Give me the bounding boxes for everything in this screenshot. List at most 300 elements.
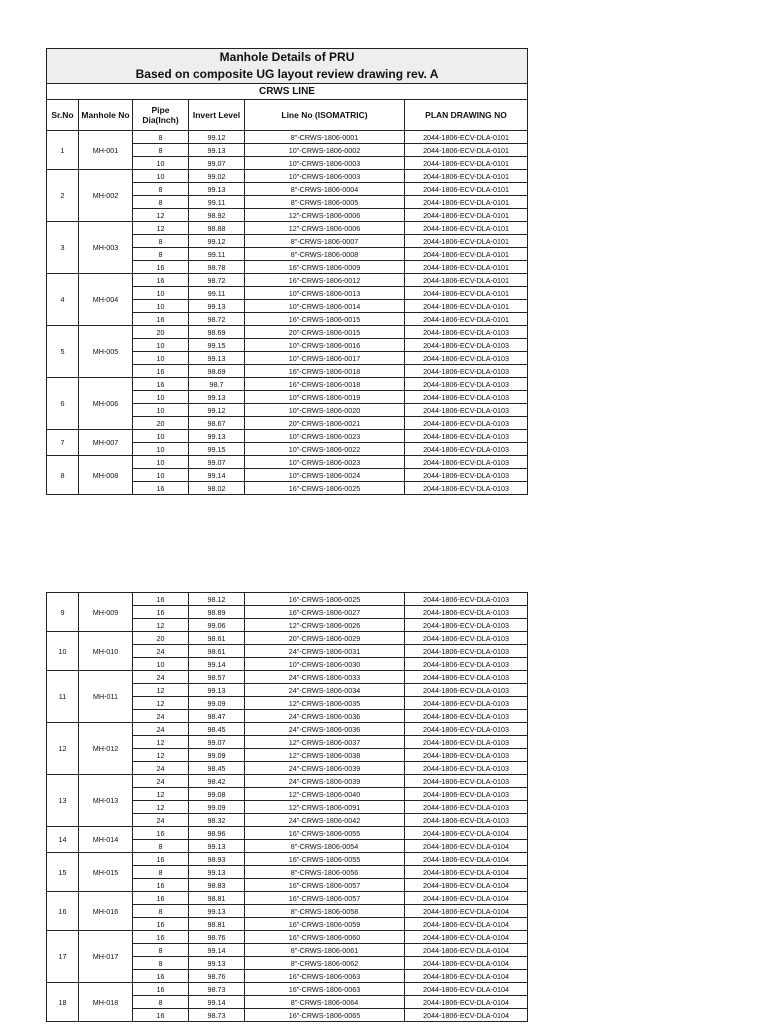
manhole-no-cell: MH-003 [79, 222, 133, 274]
invert-level-cell: 99.12 [189, 404, 245, 417]
pipe-dia-cell: 8 [133, 957, 189, 970]
pipe-dia-cell: 24 [133, 814, 189, 827]
pipe-dia-cell: 10 [133, 404, 189, 417]
plan-drawing-cell: 2044-1806-ECV-DLA-0104 [405, 866, 528, 879]
plan-drawing-cell: 2044-1806-ECV-DLA-0103 [405, 801, 528, 814]
line-no-cell: 16"-CRWS-1806-0025 [245, 593, 405, 606]
line-no-cell: 24"-CRWS-1806-0036 [245, 710, 405, 723]
table-row [47, 892, 528, 905]
manhole-no-cell: MH-016 [79, 892, 133, 931]
pipe-dia-cell: 12 [133, 749, 189, 762]
line-no-cell: 10"-CRWS-1806-0003 [245, 157, 405, 170]
invert-level-cell: 98.57 [189, 671, 245, 684]
table-row [47, 671, 528, 684]
invert-level-cell: 98.76 [189, 931, 245, 944]
invert-level-cell: 99.13 [189, 957, 245, 970]
invert-level-cell: 98.42 [189, 775, 245, 788]
manhole-no-cell: MH-004 [79, 274, 133, 326]
sr-no-cell: 4 [47, 274, 79, 326]
manhole-no-cell: MH-002 [79, 170, 133, 222]
plan-drawing-cell: 2044-1806-ECV-DLA-0104 [405, 1009, 528, 1022]
line-no-cell: 10"-CRWS-1806-0024 [245, 469, 405, 482]
invert-level-cell: 99.13 [189, 144, 245, 157]
manhole-no-cell: MH-009 [79, 593, 133, 632]
sr-no-cell: 2 [47, 170, 79, 222]
manhole-no-cell: MH-017 [79, 931, 133, 983]
plan-drawing-cell: 2044-1806-ECV-DLA-0104 [405, 931, 528, 944]
plan-drawing-cell: 2044-1806-ECV-DLA-0101 [405, 183, 528, 196]
sr-no-cell: 12 [47, 723, 79, 775]
plan-drawing-cell: 2044-1806-ECV-DLA-0104 [405, 853, 528, 866]
table-subtitle: Based on composite UG layout review drawing rev. A [47, 65, 528, 84]
pipe-dia-cell: 16 [133, 931, 189, 944]
plan-drawing-cell: 2044-1806-ECV-DLA-0103 [405, 378, 528, 391]
header-invert-level: Invert Level [189, 100, 245, 131]
plan-drawing-cell: 2044-1806-ECV-DLA-0101 [405, 300, 528, 313]
plan-drawing-cell: 2044-1806-ECV-DLA-0103 [405, 417, 528, 430]
pipe-dia-cell: 16 [133, 274, 189, 287]
pipe-dia-cell: 24 [133, 775, 189, 788]
plan-drawing-cell: 2044-1806-ECV-DLA-0103 [405, 723, 528, 736]
manhole-no-cell: MH-018 [79, 983, 133, 1022]
invert-level-cell: 98.83 [189, 879, 245, 892]
plan-drawing-cell: 2044-1806-ECV-DLA-0103 [405, 619, 528, 632]
plan-drawing-cell: 2044-1806-ECV-DLA-0103 [405, 697, 528, 710]
invert-level-cell: 99.07 [189, 456, 245, 469]
invert-level-cell: 98.47 [189, 710, 245, 723]
invert-level-cell: 98.32 [189, 814, 245, 827]
pipe-dia-cell: 16 [133, 313, 189, 326]
plan-drawing-cell: 2044-1806-ECV-DLA-0103 [405, 606, 528, 619]
plan-drawing-cell: 2044-1806-ECV-DLA-0101 [405, 274, 528, 287]
sr-no-cell: 16 [47, 892, 79, 931]
plan-drawing-cell: 2044-1806-ECV-DLA-0103 [405, 684, 528, 697]
pipe-dia-cell: 10 [133, 430, 189, 443]
header-manhole-no: Manhole No [79, 100, 133, 131]
manhole-no-cell: MH-001 [79, 131, 133, 170]
line-no-cell: 10"-CRWS-1806-0020 [245, 404, 405, 417]
invert-level-cell: 99.14 [189, 944, 245, 957]
plan-drawing-cell: 2044-1806-ECV-DLA-0103 [405, 710, 528, 723]
invert-level-cell: 98.12 [189, 593, 245, 606]
plan-drawing-cell: 2044-1806-ECV-DLA-0103 [405, 456, 528, 469]
pipe-dia-cell: 24 [133, 645, 189, 658]
header-plan-drawing-no: PLAN DRAWING NO [405, 100, 528, 131]
pipe-dia-cell: 16 [133, 879, 189, 892]
line-no-cell: 16"-CRWS-1806-0015 [245, 313, 405, 326]
invert-level-cell: 98.45 [189, 723, 245, 736]
invert-level-cell: 99.14 [189, 996, 245, 1009]
plan-drawing-cell: 2044-1806-ECV-DLA-0101 [405, 196, 528, 209]
sr-no-cell: 3 [47, 222, 79, 274]
table-row [47, 170, 528, 183]
pipe-dia-cell: 12 [133, 619, 189, 632]
invert-level-cell: 99.15 [189, 443, 245, 456]
pipe-dia-cell: 12 [133, 209, 189, 222]
plan-drawing-cell: 2044-1806-ECV-DLA-0101 [405, 209, 528, 222]
pipe-dia-cell: 10 [133, 300, 189, 313]
invert-level-cell: 98.7 [189, 378, 245, 391]
pipe-dia-cell: 10 [133, 456, 189, 469]
plan-drawing-cell: 2044-1806-ECV-DLA-0103 [405, 443, 528, 456]
table-row [47, 931, 528, 944]
plan-drawing-cell: 2044-1806-ECV-DLA-0104 [405, 957, 528, 970]
manhole-no-cell: MH-006 [79, 378, 133, 430]
plan-drawing-cell: 2044-1806-ECV-DLA-0104 [405, 827, 528, 840]
pipe-dia-cell: 8 [133, 131, 189, 144]
plan-drawing-cell: 2044-1806-ECV-DLA-0101 [405, 157, 528, 170]
plan-drawing-cell: 2044-1806-ECV-DLA-0101 [405, 313, 528, 326]
pipe-dia-cell: 16 [133, 983, 189, 996]
manhole-no-cell: MH-015 [79, 853, 133, 892]
plan-drawing-cell: 2044-1806-ECV-DLA-0104 [405, 840, 528, 853]
plan-drawing-cell: 2044-1806-ECV-DLA-0104 [405, 944, 528, 957]
invert-level-cell: 98.02 [189, 482, 245, 495]
invert-level-cell: 99.13 [189, 391, 245, 404]
manhole-no-cell: MH-012 [79, 723, 133, 775]
pipe-dia-cell: 16 [133, 365, 189, 378]
line-no-cell: 8"-CRWS-1806-0061 [245, 944, 405, 957]
pipe-dia-cell: 12 [133, 684, 189, 697]
line-no-cell: 16"-CRWS-1806-0009 [245, 261, 405, 274]
pipe-dia-cell: 16 [133, 892, 189, 905]
line-no-cell: 10"-CRWS-1806-0014 [245, 300, 405, 313]
sr-no-cell: 13 [47, 775, 79, 827]
plan-drawing-cell: 2044-1806-ECV-DLA-0103 [405, 671, 528, 684]
table-row [47, 827, 528, 840]
invert-level-cell: 98.89 [189, 606, 245, 619]
pipe-dia-cell: 20 [133, 417, 189, 430]
invert-level-cell: 98.72 [189, 274, 245, 287]
invert-level-cell: 98.69 [189, 365, 245, 378]
pipe-dia-cell: 8 [133, 235, 189, 248]
pipe-dia-cell: 8 [133, 996, 189, 1009]
line-no-cell: 10"-CRWS-1806-0023 [245, 430, 405, 443]
plan-drawing-cell: 2044-1806-ECV-DLA-0103 [405, 749, 528, 762]
line-no-cell: 8"-CRWS-1806-0008 [245, 248, 405, 261]
sr-no-cell: 11 [47, 671, 79, 723]
table-row [47, 378, 528, 391]
line-no-cell: 8"-CRWS-1806-0056 [245, 866, 405, 879]
table-2-body [47, 593, 528, 1022]
line-no-cell: 12"-CRWS-1806-0040 [245, 788, 405, 801]
invert-level-cell: 98.73 [189, 1009, 245, 1022]
line-no-cell: 16"-CRWS-1806-0065 [245, 1009, 405, 1022]
manhole-no-cell: MH-007 [79, 430, 133, 456]
line-no-cell: 10"-CRWS-1806-0022 [245, 443, 405, 456]
invert-level-cell: 99.02 [189, 170, 245, 183]
line-no-cell: 8"-CRWS-1806-0058 [245, 905, 405, 918]
table-row [47, 222, 528, 235]
line-no-cell: 16"-CRWS-1806-0059 [245, 918, 405, 931]
line-no-cell: 10"-CRWS-1806-0030 [245, 658, 405, 671]
line-no-cell: 16"-CRWS-1806-0025 [245, 482, 405, 495]
pipe-dia-cell: 16 [133, 853, 189, 866]
line-no-cell: 8"-CRWS-1806-0001 [245, 131, 405, 144]
invert-level-cell: 98.92 [189, 209, 245, 222]
sr-no-cell: 7 [47, 430, 79, 456]
pipe-dia-cell: 10 [133, 443, 189, 456]
invert-level-cell: 99.13 [189, 300, 245, 313]
line-no-cell: 20"-CRWS-1806-0029 [245, 632, 405, 645]
invert-level-cell: 98.73 [189, 983, 245, 996]
line-no-cell: 8"-CRWS-1806-0062 [245, 957, 405, 970]
invert-level-cell: 99.07 [189, 157, 245, 170]
line-no-cell: 10"-CRWS-1806-0019 [245, 391, 405, 404]
table-row [47, 853, 528, 866]
line-no-cell: 10"-CRWS-1806-0013 [245, 287, 405, 300]
plan-drawing-cell: 2044-1806-ECV-DLA-0103 [405, 352, 528, 365]
invert-level-cell: 99.11 [189, 248, 245, 261]
table-row [47, 274, 528, 287]
table-row [47, 430, 528, 443]
plan-drawing-cell: 2044-1806-ECV-DLA-0101 [405, 261, 528, 274]
pipe-dia-cell: 16 [133, 606, 189, 619]
manhole-no-cell: MH-008 [79, 456, 133, 495]
pipe-dia-cell: 20 [133, 632, 189, 645]
line-no-cell: 16"-CRWS-1806-0055 [245, 827, 405, 840]
invert-level-cell: 98.81 [189, 892, 245, 905]
invert-level-cell: 99.06 [189, 619, 245, 632]
line-no-cell: 16"-CRWS-1806-0018 [245, 378, 405, 391]
invert-level-cell: 99.11 [189, 287, 245, 300]
plan-drawing-cell: 2044-1806-ECV-DLA-0103 [405, 469, 528, 482]
table-1-body [47, 131, 528, 495]
line-no-cell: 16"-CRWS-1806-0060 [245, 931, 405, 944]
invert-level-cell: 99.13 [189, 430, 245, 443]
plan-drawing-cell: 2044-1806-ECV-DLA-0101 [405, 144, 528, 157]
invert-level-cell: 99.09 [189, 801, 245, 814]
invert-level-cell: 99.13 [189, 840, 245, 853]
sr-no-cell: 15 [47, 853, 79, 892]
pipe-dia-cell: 10 [133, 287, 189, 300]
table-row [47, 456, 528, 469]
pipe-dia-cell: 10 [133, 352, 189, 365]
pipe-dia-cell: 8 [133, 944, 189, 957]
line-no-cell: 10"-CRWS-1806-0003 [245, 170, 405, 183]
line-no-cell: 10"-CRWS-1806-0016 [245, 339, 405, 352]
sr-no-cell: 9 [47, 593, 79, 632]
pipe-dia-cell: 12 [133, 788, 189, 801]
line-no-cell: 8"-CRWS-1806-0004 [245, 183, 405, 196]
plan-drawing-cell: 2044-1806-ECV-DLA-0103 [405, 326, 528, 339]
line-no-cell: 24"-CRWS-1806-0036 [245, 723, 405, 736]
pipe-dia-cell: 8 [133, 183, 189, 196]
manhole-no-cell: MH-005 [79, 326, 133, 378]
pipe-dia-cell: 8 [133, 866, 189, 879]
plan-drawing-cell: 2044-1806-ECV-DLA-0101 [405, 235, 528, 248]
sr-no-cell: 6 [47, 378, 79, 430]
manhole-no-cell: MH-011 [79, 671, 133, 723]
invert-level-cell: 98.72 [189, 313, 245, 326]
pipe-dia-cell: 8 [133, 144, 189, 157]
pipe-dia-cell: 8 [133, 840, 189, 853]
pipe-dia-cell: 16 [133, 482, 189, 495]
invert-level-cell: 99.13 [189, 905, 245, 918]
pipe-dia-cell: 10 [133, 339, 189, 352]
plan-drawing-cell: 2044-1806-ECV-DLA-0101 [405, 170, 528, 183]
manhole-no-cell: MH-010 [79, 632, 133, 671]
line-no-cell: 16"-CRWS-1806-0018 [245, 365, 405, 378]
line-no-cell: 12"-CRWS-1806-0026 [245, 619, 405, 632]
invert-level-cell: 99.09 [189, 697, 245, 710]
invert-level-cell: 98.88 [189, 222, 245, 235]
line-no-cell: 16"-CRWS-1806-0057 [245, 892, 405, 905]
line-no-cell: 12"-CRWS-1806-0035 [245, 697, 405, 710]
table-row [47, 131, 528, 144]
invert-level-cell: 99.15 [189, 339, 245, 352]
line-no-cell: 10"-CRWS-1806-0017 [245, 352, 405, 365]
plan-drawing-cell: 2044-1806-ECV-DLA-0101 [405, 287, 528, 300]
invert-level-cell: 99.08 [189, 788, 245, 801]
pipe-dia-cell: 10 [133, 391, 189, 404]
manhole-no-cell: MH-013 [79, 775, 133, 827]
invert-level-cell: 98.45 [189, 762, 245, 775]
plan-drawing-cell: 2044-1806-ECV-DLA-0103 [405, 788, 528, 801]
header-sr-no: Sr.No [47, 100, 79, 131]
plan-drawing-cell: 2044-1806-ECV-DLA-0104 [405, 983, 528, 996]
invert-level-cell: 99.14 [189, 469, 245, 482]
pipe-dia-cell: 10 [133, 658, 189, 671]
plan-drawing-cell: 2044-1806-ECV-DLA-0103 [405, 391, 528, 404]
plan-drawing-cell: 2044-1806-ECV-DLA-0104 [405, 905, 528, 918]
plan-drawing-cell: 2044-1806-ECV-DLA-0103 [405, 430, 528, 443]
pipe-dia-cell: 16 [133, 378, 189, 391]
pipe-dia-cell: 10 [133, 170, 189, 183]
line-no-cell: 20"-CRWS-1806-0021 [245, 417, 405, 430]
invert-level-cell: 99.12 [189, 235, 245, 248]
invert-level-cell: 98.76 [189, 970, 245, 983]
line-no-cell: 16"-CRWS-1806-0012 [245, 274, 405, 287]
line-no-cell: 8"-CRWS-1806-0005 [245, 196, 405, 209]
invert-level-cell: 99.13 [189, 866, 245, 879]
header-line-no: Line No (ISOMATRIC) [245, 100, 405, 131]
plan-drawing-cell: 2044-1806-ECV-DLA-0103 [405, 658, 528, 671]
table-row [47, 983, 528, 996]
plan-drawing-cell: 2044-1806-ECV-DLA-0103 [405, 365, 528, 378]
manhole-table-1 [46, 48, 528, 495]
invert-level-cell: 99.13 [189, 684, 245, 697]
plan-drawing-cell: 2044-1806-ECV-DLA-0103 [405, 775, 528, 788]
table-row [47, 775, 528, 788]
line-no-cell: 24"-CRWS-1806-0039 [245, 762, 405, 775]
invert-level-cell: 98.93 [189, 853, 245, 866]
line-no-cell: 12"-CRWS-1806-0006 [245, 209, 405, 222]
line-no-cell: 24"-CRWS-1806-0031 [245, 645, 405, 658]
line-no-cell: 10"-CRWS-1806-0002 [245, 144, 405, 157]
line-no-cell: 12"-CRWS-1806-0091 [245, 801, 405, 814]
invert-level-cell: 99.11 [189, 196, 245, 209]
plan-drawing-cell: 2044-1806-ECV-DLA-0103 [405, 814, 528, 827]
table-row [47, 632, 528, 645]
invert-level-cell: 98.61 [189, 632, 245, 645]
line-no-cell: 24"-CRWS-1806-0039 [245, 775, 405, 788]
pipe-dia-cell: 24 [133, 723, 189, 736]
line-no-cell: 8"-CRWS-1806-0007 [245, 235, 405, 248]
pipe-dia-cell: 16 [133, 593, 189, 606]
plan-drawing-cell: 2044-1806-ECV-DLA-0104 [405, 879, 528, 892]
invert-level-cell: 99.07 [189, 736, 245, 749]
sr-no-cell: 1 [47, 131, 79, 170]
plan-drawing-cell: 2044-1806-ECV-DLA-0103 [405, 339, 528, 352]
line-no-cell: 16"-CRWS-1806-0055 [245, 853, 405, 866]
plan-drawing-cell: 2044-1806-ECV-DLA-0104 [405, 970, 528, 983]
plan-drawing-cell: 2044-1806-ECV-DLA-0104 [405, 918, 528, 931]
pipe-dia-cell: 24 [133, 762, 189, 775]
manhole-table-2 [46, 592, 528, 1022]
pipe-dia-cell: 10 [133, 469, 189, 482]
pipe-dia-cell: 12 [133, 801, 189, 814]
line-no-cell: 16"-CRWS-1806-0057 [245, 879, 405, 892]
sr-no-cell: 5 [47, 326, 79, 378]
pipe-dia-cell: 20 [133, 326, 189, 339]
invert-level-cell: 98.67 [189, 417, 245, 430]
sr-no-cell: 8 [47, 456, 79, 495]
plan-drawing-cell: 2044-1806-ECV-DLA-0103 [405, 404, 528, 417]
plan-drawing-cell: 2044-1806-ECV-DLA-0104 [405, 996, 528, 1009]
invert-level-cell: 99.13 [189, 352, 245, 365]
line-no-cell: 8"-CRWS-1806-0054 [245, 840, 405, 853]
manhole-no-cell: MH-014 [79, 827, 133, 853]
pipe-dia-cell: 12 [133, 222, 189, 235]
line-no-cell: 10"-CRWS-1806-0023 [245, 456, 405, 469]
table-title: Manhole Details of PRU [47, 49, 528, 66]
invert-level-cell: 98.61 [189, 645, 245, 658]
invert-level-cell: 99.09 [189, 749, 245, 762]
plan-drawing-cell: 2044-1806-ECV-DLA-0103 [405, 593, 528, 606]
table-row [47, 326, 528, 339]
line-no-cell: 8"-CRWS-1806-0064 [245, 996, 405, 1009]
plan-drawing-cell: 2044-1806-ECV-DLA-0103 [405, 632, 528, 645]
pipe-dia-cell: 24 [133, 671, 189, 684]
line-no-cell: 16"-CRWS-1806-0063 [245, 970, 405, 983]
pipe-dia-cell: 16 [133, 1009, 189, 1022]
plan-drawing-cell: 2044-1806-ECV-DLA-0103 [405, 736, 528, 749]
header-pipe-dia: Pipe Dia(Inch) [133, 100, 189, 131]
pipe-dia-cell: 16 [133, 918, 189, 931]
section-title: CRWS LINE [47, 84, 528, 100]
invert-level-cell: 98.78 [189, 261, 245, 274]
sr-no-cell: 17 [47, 931, 79, 983]
line-no-cell: 24"-CRWS-1806-0042 [245, 814, 405, 827]
line-no-cell: 12"-CRWS-1806-0038 [245, 749, 405, 762]
pipe-dia-cell: 24 [133, 710, 189, 723]
pipe-dia-cell: 8 [133, 196, 189, 209]
plan-drawing-cell: 2044-1806-ECV-DLA-0101 [405, 248, 528, 261]
sr-no-cell: 10 [47, 632, 79, 671]
pipe-dia-cell: 16 [133, 261, 189, 274]
pipe-dia-cell: 10 [133, 157, 189, 170]
pipe-dia-cell: 12 [133, 697, 189, 710]
invert-level-cell: 98.96 [189, 827, 245, 840]
plan-drawing-cell: 2044-1806-ECV-DLA-0104 [405, 892, 528, 905]
pipe-dia-cell: 8 [133, 905, 189, 918]
plan-drawing-cell: 2044-1806-ECV-DLA-0101 [405, 222, 528, 235]
plan-drawing-cell: 2044-1806-ECV-DLA-0103 [405, 645, 528, 658]
line-no-cell: 24"-CRWS-1806-0034 [245, 684, 405, 697]
sr-no-cell: 18 [47, 983, 79, 1022]
plan-drawing-cell: 2044-1806-ECV-DLA-0103 [405, 762, 528, 775]
pipe-dia-cell: 8 [133, 248, 189, 261]
invert-level-cell: 99.14 [189, 658, 245, 671]
invert-level-cell: 99.12 [189, 131, 245, 144]
table-row [47, 593, 528, 606]
invert-level-cell: 98.69 [189, 326, 245, 339]
sr-no-cell: 14 [47, 827, 79, 853]
invert-level-cell: 99.13 [189, 183, 245, 196]
line-no-cell: 24"-CRWS-1806-0033 [245, 671, 405, 684]
line-no-cell: 20"-CRWS-1806-0015 [245, 326, 405, 339]
